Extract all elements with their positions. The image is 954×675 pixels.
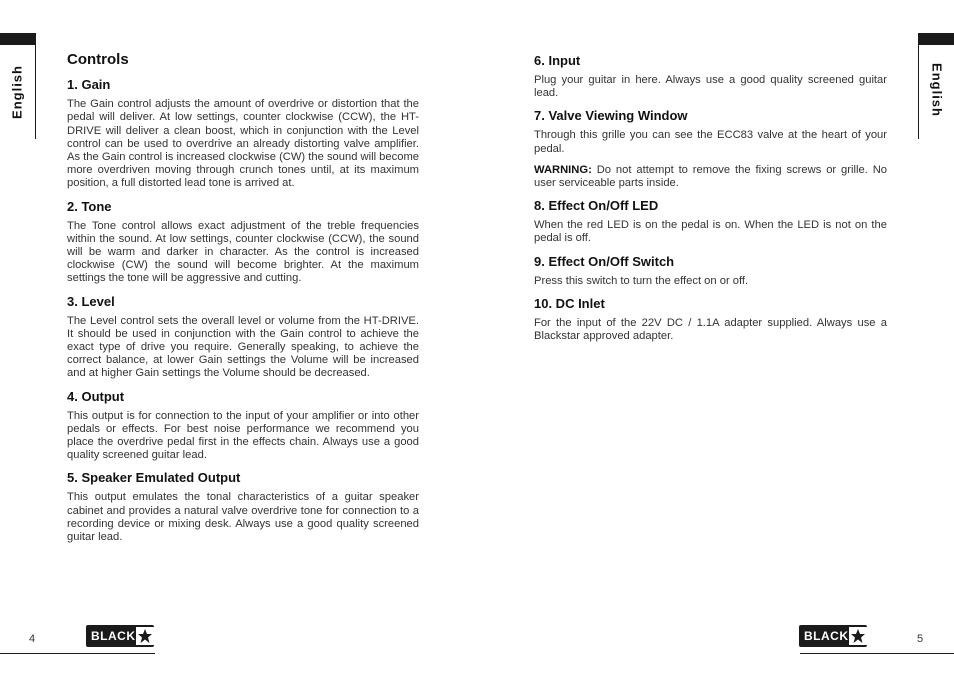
- language-tab-right-label: English: [929, 63, 945, 117]
- section-heading-led: 8. Effect On/Off LED: [534, 198, 659, 214]
- language-tab-left-label: English: [9, 65, 25, 119]
- section-body-switch: Press this switch to turn the effect on or off.: [534, 274, 749, 287]
- section-body-tone: The Tone control allows exact adjustment of the treble frequencies within the sound. At low settings, counter clockwise (CCW), the sound will be warm and darker in character. As the control is increased clockwise (CW) the sound will become brighter. At the maximum settings the tone will be aggressive and cutting.: [67, 219, 419, 285]
- section-body-output: This output is for connection to the input of your amplifier or into other pedals or effects. For best noise performance we recommend you place the overdrive pedal first in the effects chain. Always use a good quality screened guitar lead.: [67, 409, 419, 462]
- star-icon: [136, 627, 154, 645]
- section-heading-speaker-output: 5. Speaker Emulated Output: [67, 470, 241, 486]
- logo-wordmark: BLACK: [804, 629, 849, 643]
- section-body-gain: The Gain control adjusts the amount of overdrive or distortion that the pedal will deliver. At low settings, counter clockwise (CCW), the HT-DRIVE will deliver a clean boost, which in conjunction with the Level control can be used to overdrive an already distorting valve amplifier. As the Gain control is increased clockwise (CW) the sound will become more overdriven moving through crunch tones until, at its maximum position, a full distorted lead tone is arrived at.: [67, 98, 419, 190]
- tab-bar-left: [0, 33, 36, 45]
- brand-logo-left: [86, 625, 154, 647]
- section-heading-gain: 1. Gain: [67, 77, 111, 93]
- page-title: Controls: [67, 51, 129, 68]
- footer-rule-right: [800, 653, 954, 654]
- section-heading-tone: 2. Tone: [67, 198, 112, 214]
- section-body-speaker-output: This output emulates the tonal characteristics of a guitar speaker cabinet and provides a natural valve overdrive tone for connection to a recording device or mixing desk. Always use a good quality screened guitar lead.: [67, 491, 419, 544]
- section-heading-level: 3. Level: [67, 293, 115, 309]
- section-body-level: The Level control sets the overall level or volume from the HT-DRIVE. It should be used in conjunction with the Gain control to achieve the exact type of drive you require. Generally speaking, to achieve the correct balance, at lower Gain settings the Volume will be increased and at higher Gain settings the Volume should be decreased.: [67, 314, 419, 380]
- section-heading-input: 6. Input: [534, 53, 581, 68]
- section-heading-switch: 9. Effect On/Off Switch: [534, 253, 675, 269]
- section-body-dc-inlet: For the input of the 22V DC / 1.1A adapter supplied. Always use a Blackstar approved adapter.: [534, 316, 887, 343]
- language-tab-right: [928, 62, 946, 118]
- section-body-led: When the red LED is on the pedal is on. When the LED is not on the pedal is off.: [534, 219, 887, 245]
- section-heading-dc-inlet: 10. DC Inlet: [534, 295, 605, 311]
- section-heading-output: 4. Output: [67, 388, 125, 404]
- tab-divider-left: [35, 33, 36, 139]
- left-page-content: [67, 53, 419, 552]
- tab-divider-right: [918, 33, 919, 139]
- warning-paragraph: [534, 164, 887, 190]
- footer-rule-left: [0, 653, 155, 654]
- star-icon: [849, 627, 867, 645]
- brand-logo-right: [799, 625, 867, 647]
- page-number-right: 5: [917, 633, 924, 645]
- tab-bar-right: [918, 33, 954, 45]
- warning-label: WARNING:: [534, 163, 592, 176]
- section-heading-valve-window: 7. Valve Viewing Window: [534, 108, 688, 124]
- logo-wordmark: BLACK: [91, 629, 136, 643]
- page-number-left: 4: [29, 633, 36, 645]
- section-body-input: Plug your guitar in here. Always use a good quality screened guitar lead.: [534, 74, 887, 100]
- section-body-valve-window: Through this grille you can see the ECC83 valve at the heart of your pedal.: [534, 129, 887, 155]
- right-page-content: [534, 53, 887, 351]
- warning-text: Do not attempt to remove the fixing screws or grille. No user serviceable parts inside.: [534, 163, 887, 190]
- language-tab-left: [8, 64, 26, 120]
